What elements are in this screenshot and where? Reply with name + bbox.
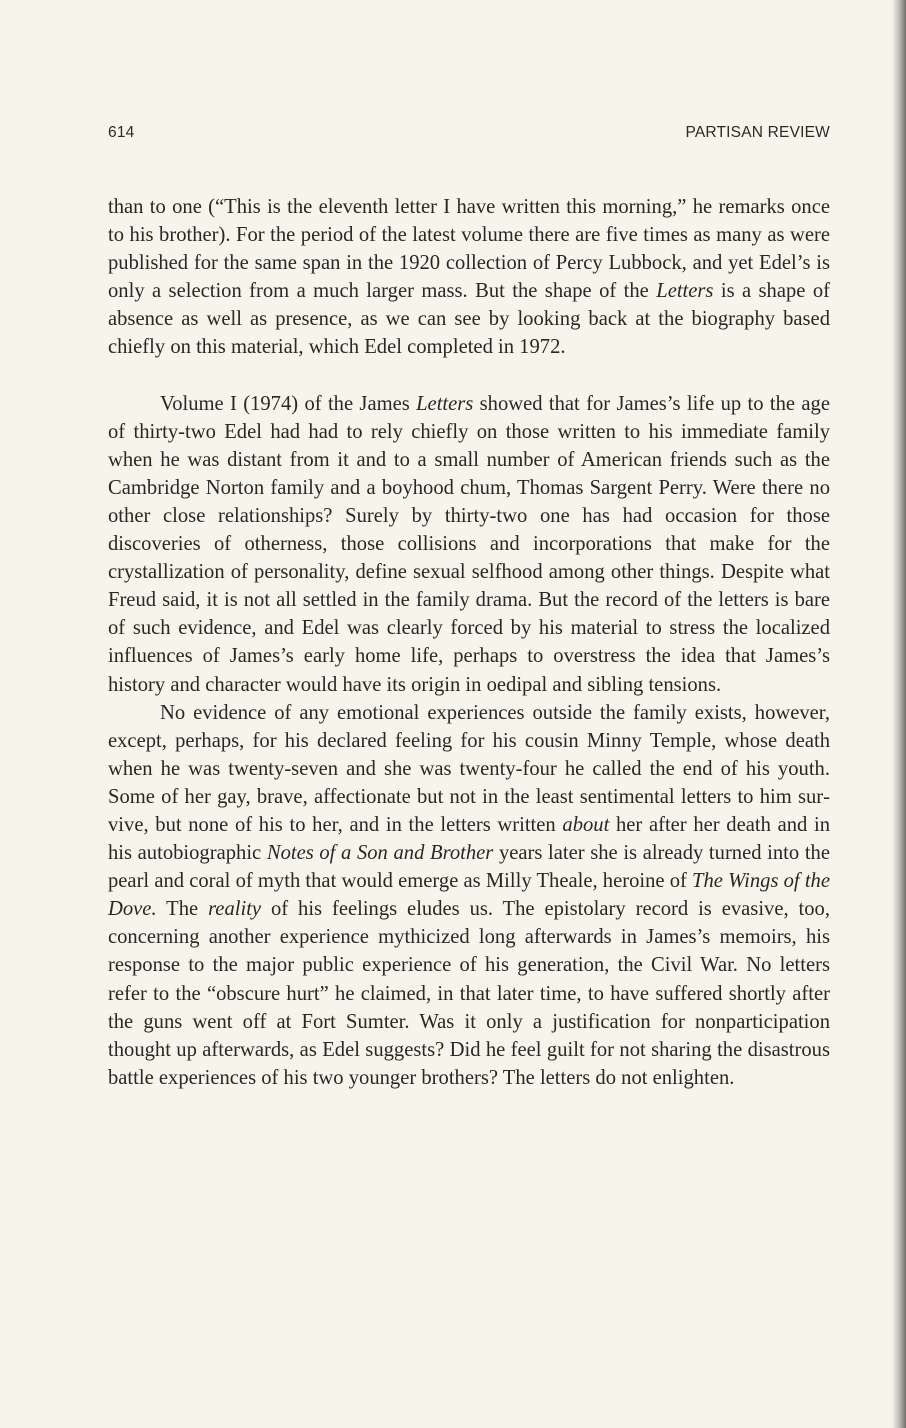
page-edge-shadow [892, 0, 906, 1428]
paragraph-1 [108, 193, 830, 362]
text-run: her after her death and in his autobiographic [108, 813, 830, 865]
body-text [108, 193, 830, 1092]
text-run: No evidence of any emotional experiences outside the family exists, however, except, perhaps, for his declared feeling for his cousin Minny Temple, whose death when he was twenty-seven and she was twenty-four he called the end of his youth. Some of her gay, brave, affectionate but not in the least sentimental letters to him survive, but none of his to her, and in the letters written [108, 701, 830, 836]
italic-title-wings: The Wings of the Dove. [108, 870, 830, 921]
italic-title-letters: Letters [656, 280, 714, 303]
text-run: is a shape of absence as well as presence, as we can see by looking back at the biography based chiefly on this material, which Edel completed in 1972. [108, 280, 830, 359]
text-run: years later she is already turned into the pearl and coral of myth that would emerge as Milly Theale, heroine of [108, 842, 830, 893]
text-run: The [156, 898, 209, 921]
running-head: PARTISAN REVIEW [685, 124, 830, 141]
page-header [108, 124, 830, 148]
paragraph-2 [108, 390, 830, 699]
text-run: than to one (“This is the eleventh letter I have written this morning,” he remarks once to his brother). For the period of the latest volume there are five times as many as were published for the same span in the 1920 collection of Percy Lubbock, and yet Edel’s is only a selection from a much larger mass. But the shape of the [108, 196, 830, 303]
italic-title-notes: Notes of a Son and Brother [266, 842, 494, 865]
italic-word-reality: reality [208, 898, 262, 921]
paragraph-3 [108, 699, 830, 1092]
page-number: 614 [108, 124, 135, 141]
text-run: showed that for James’s life up to the age of thirty-two Edel had had to rely chiefly on those written to his immediate family when he was distant from it and to a small number of American friends such as the Cambridge Norton family and a boyhood chum, Thomas Sargent Perry. Were there no other close relationships? Surely by thirty-two one has had occasion for those discoveries of otherness, those collisions and incorporations that make for the crystallization of personality, define sexual selfhood among other things. Despite what Freud said, it is not all settled in the family drama. But the record of the letters is bare of such evidence, and Edel was clearly forced by his material to stress the localized influences of James’s early home life, perhaps to overstress the idea that James’s history and character would have its origin in oedipal and sibling tensions. [108, 392, 830, 696]
italic-word-about: about [562, 813, 610, 836]
italic-title-letters: Letters [416, 392, 474, 415]
text-run: Volume I (1974) of the James [160, 392, 417, 415]
text-run: of his feelings eludes us. The epistolary record is evasive, too, concerning another experience mythicized long afterwards in James’s memoirs, his response to the major public experience of his generation, the Civil War. No letters refer to the “obscure hurt” he claimed, in that later time, to have suffered shortly after the guns went off at Fort Sumter. Was it only a justification for nonparticipation thought up afterwards, as Edel suggests? Did he feel guilt for not sharing the disastrous battle experiences of his two younger brothers? The letters do not enlighten. [108, 898, 830, 1089]
